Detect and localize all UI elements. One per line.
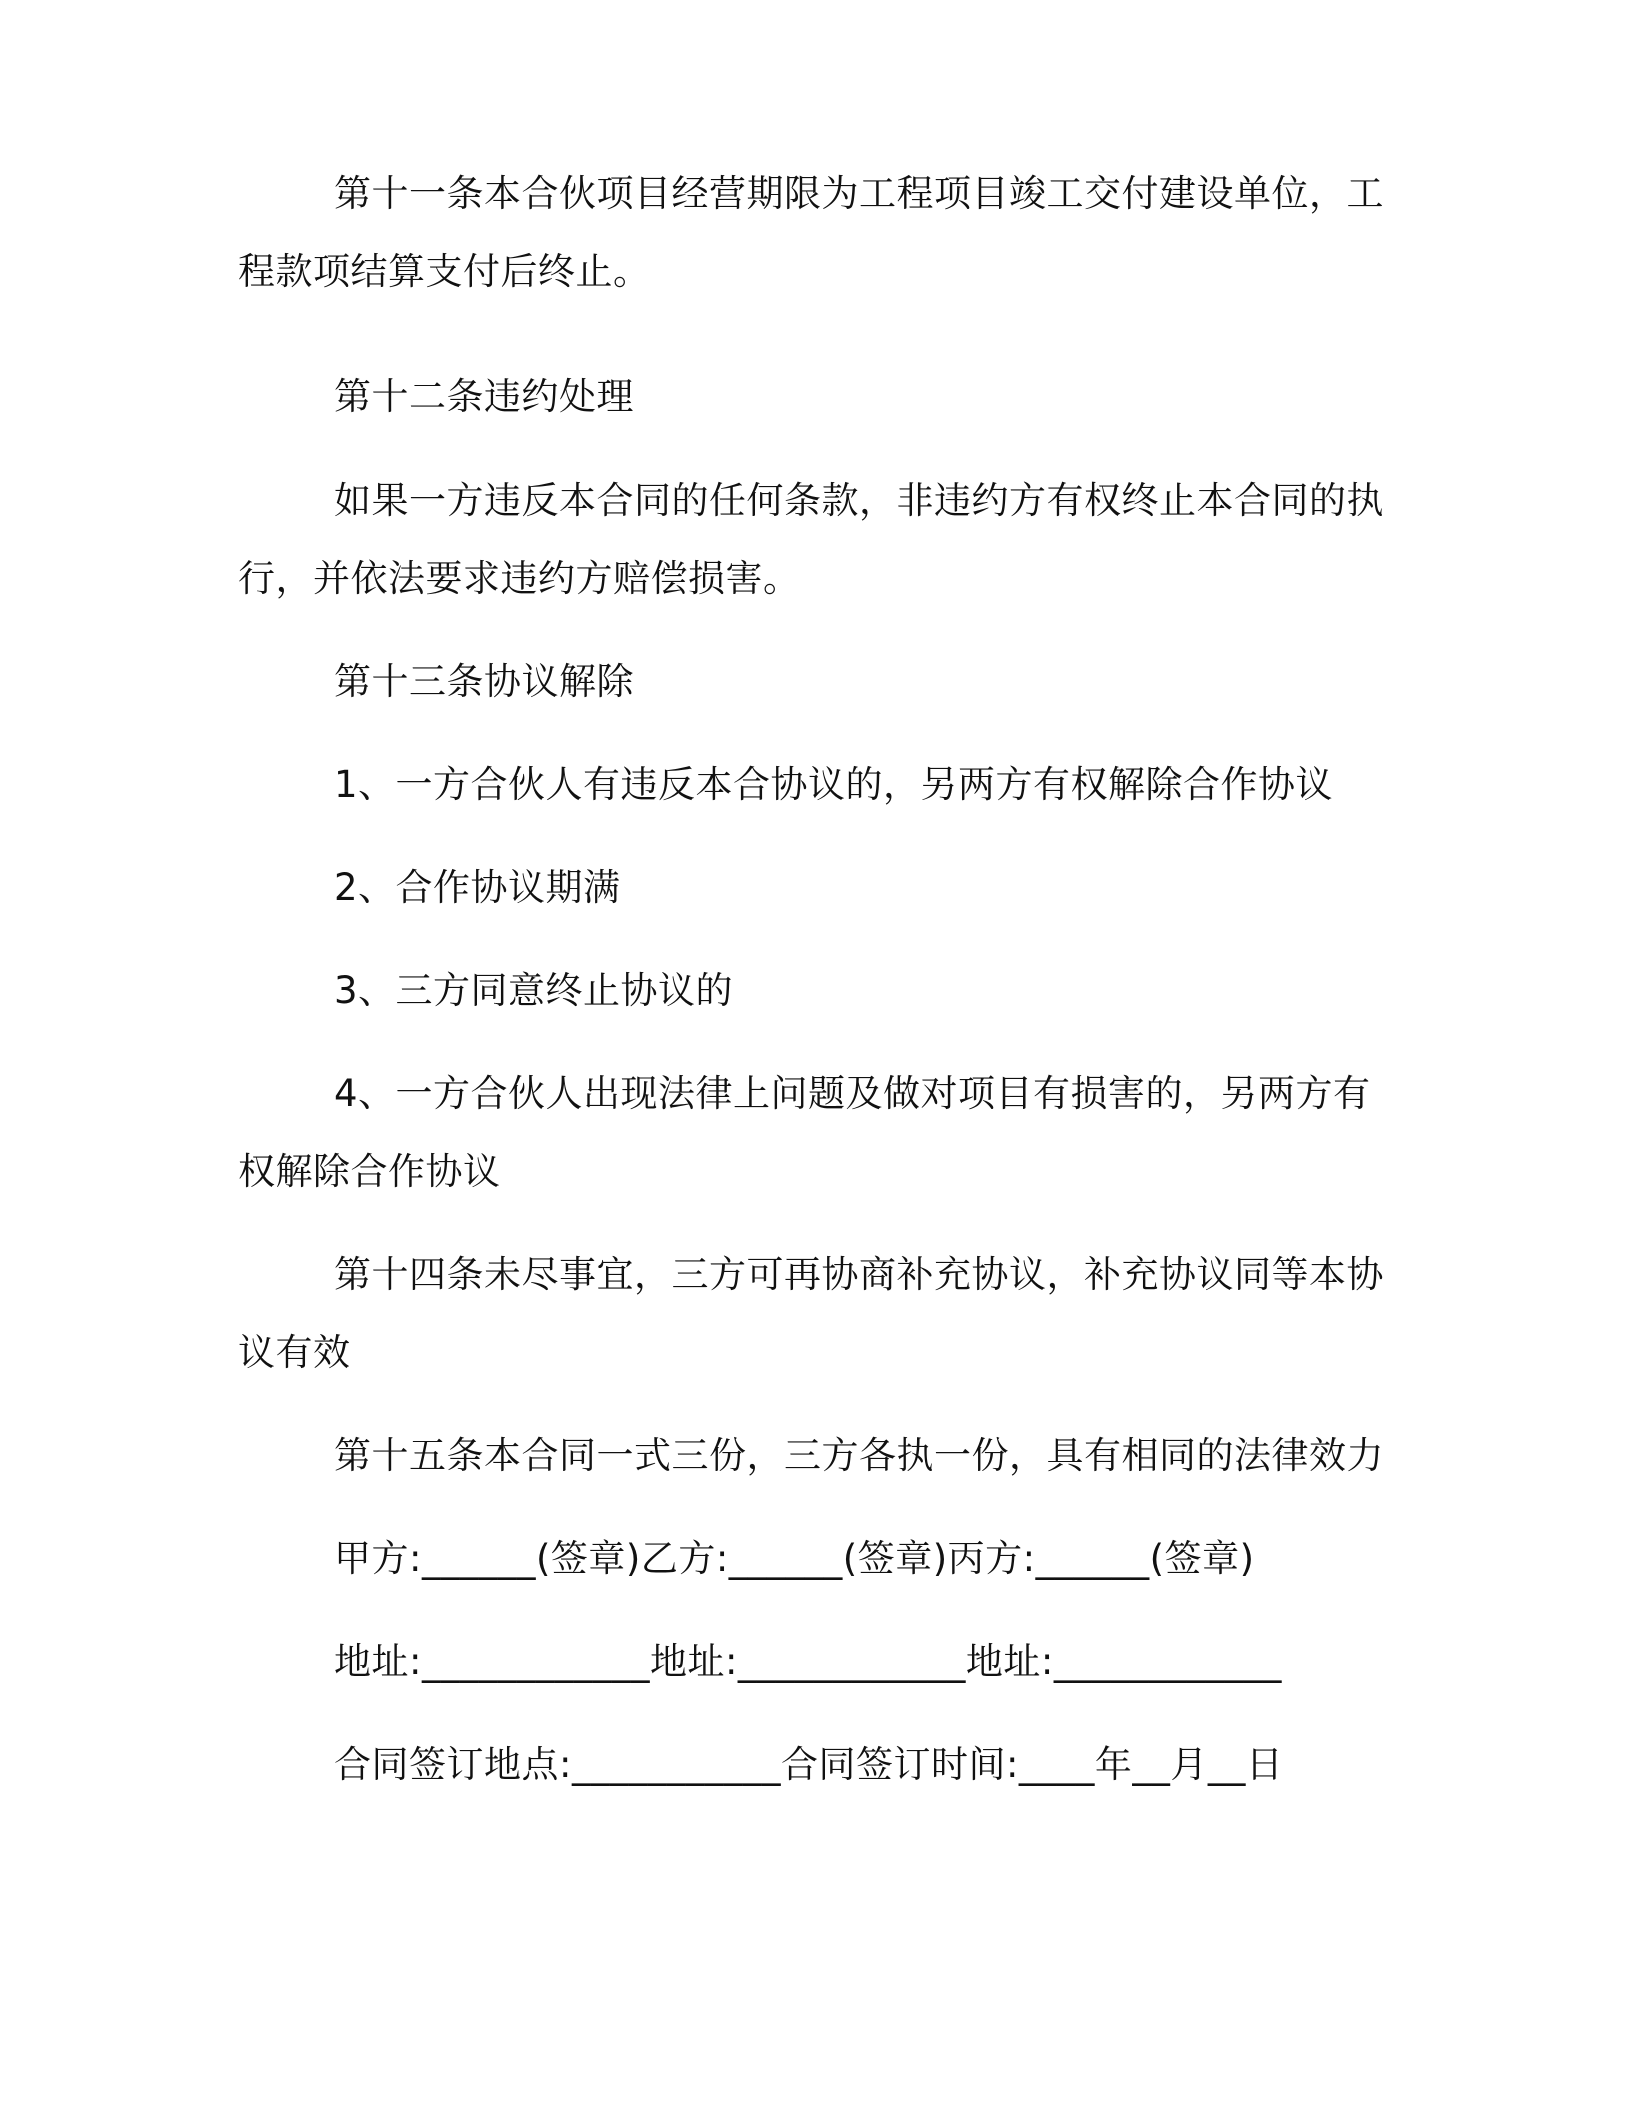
article-11: 第十一条本合伙项目经营期限为工程项目竣工交付建设单位，工程款项结算支付后终止。	[238, 172, 1384, 293]
article-13-item-2: 2、合作协议期满	[334, 866, 621, 909]
article-13-item-3: 3、三方同意终止协议的	[334, 969, 734, 1012]
article-13-item-4: 4、一方合伙人出现法律上问题及做对项目有损害的，另两方有权解除合作协议	[238, 1072, 1371, 1193]
article-12-title: 第十二条违约处理	[334, 375, 634, 418]
article-13-title: 第十三条协议解除	[334, 660, 634, 703]
article-15: 第十五条本合同一式三份，三方各执一份，具有相同的法律效力	[334, 1434, 1384, 1477]
article-12-body: 如果一方违反本合同的任何条款，非违约方有权终止本合同的执行，并依法要求违约方赔偿损害。	[238, 479, 1384, 600]
signature-parties-line: 甲方:______(签章)乙方:______(签章)丙方:______(签章)	[334, 1537, 1255, 1580]
article-14: 第十四条未尽事宜，三方可再协商补充协议，补充协议同等本协议有效	[238, 1253, 1384, 1374]
signature-addresses-line: 地址:____________地址:____________地址:____________	[334, 1640, 1282, 1683]
article-13-item-1: 1、一方合伙人有违反本合协议的，另两方有权解除合作协议	[334, 763, 1334, 806]
signing-place-time-line: 合同签订地点:___________合同签订时间:____年__月__日	[334, 1743, 1284, 1786]
